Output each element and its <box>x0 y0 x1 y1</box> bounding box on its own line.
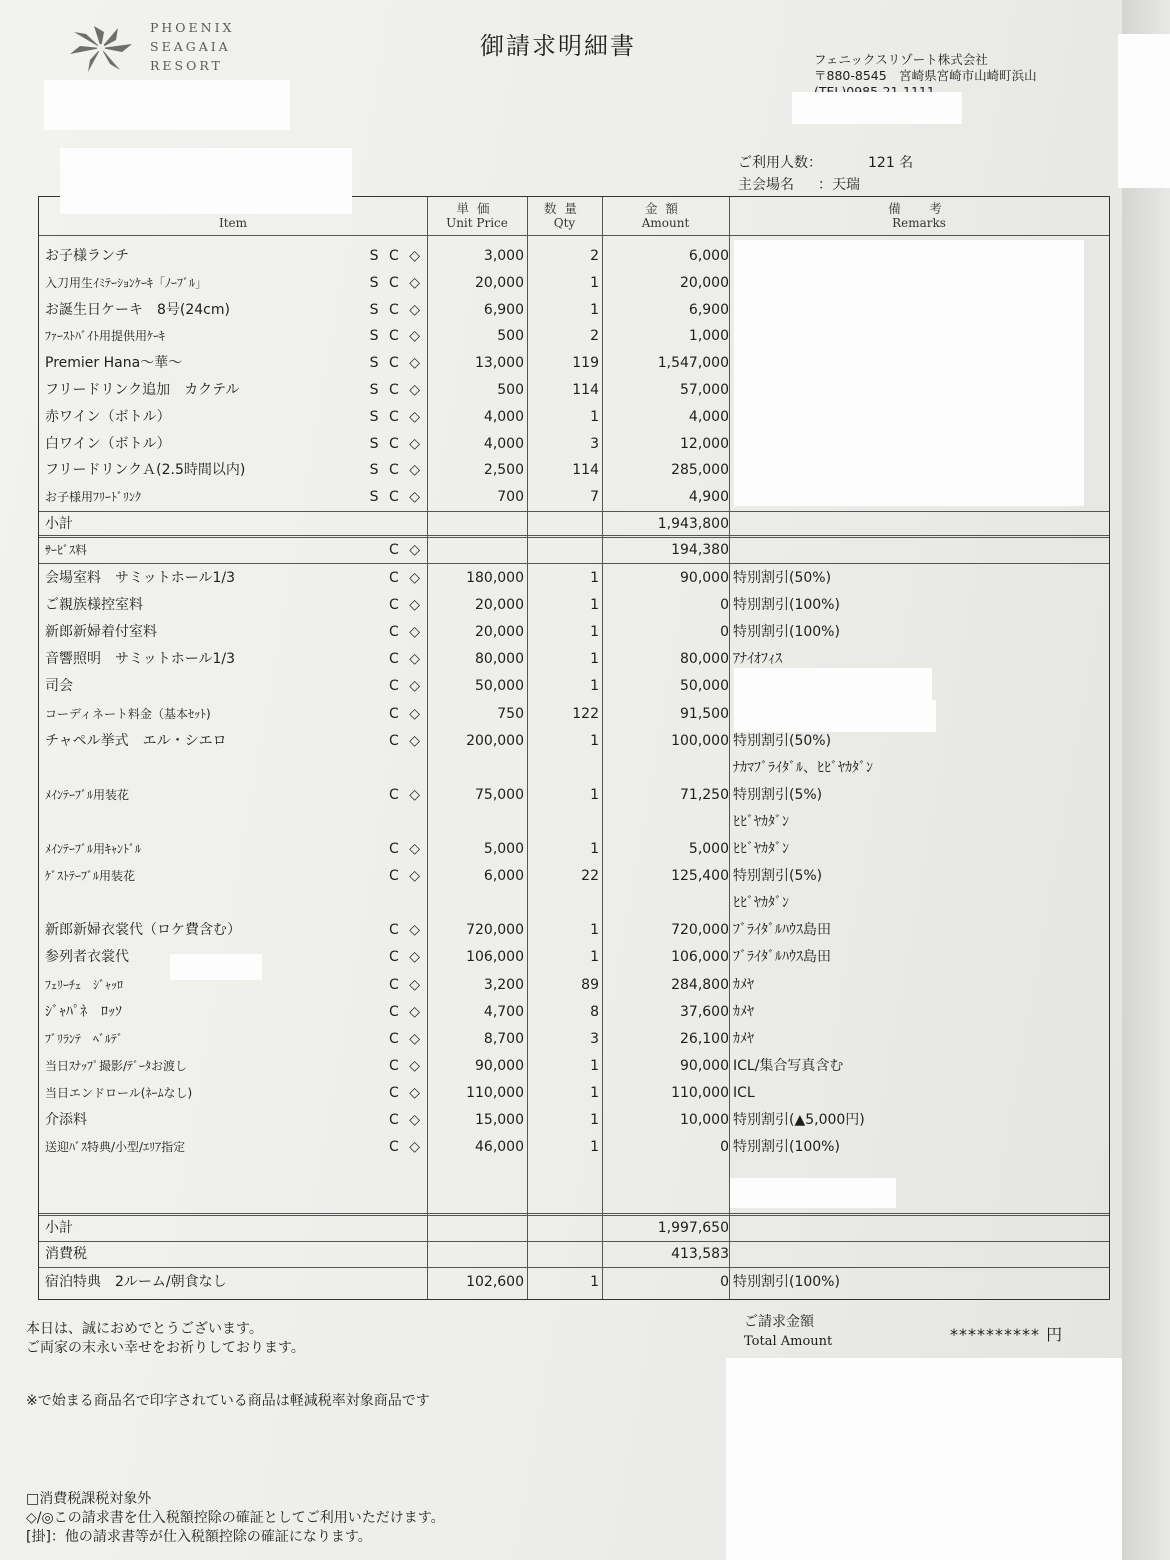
line-item-row <box>39 1053 1111 1079</box>
line-item-amount: 12,000 <box>680 435 729 452</box>
subtotal-amount: 1,943,800 <box>657 516 729 532</box>
line-item-unit-price: 20,000 <box>475 274 524 291</box>
line-item-name: ﾌﾞﾘﾗﾝﾃ ﾍﾞﾙﾃﾞ <box>45 1031 124 1046</box>
line-item-tax-code: C ◇ <box>389 597 423 614</box>
tax-legend-line-2: ◇/◎この請求書を仕入税額控除の確証としてご利用いただけます。 <box>26 1510 445 1526</box>
line-item-unit-price: 8,700 <box>483 1030 524 1047</box>
header-price-jp: 単価 <box>456 201 498 216</box>
line-item-name: 介添料 <box>45 1112 87 1128</box>
redaction-block <box>734 240 1084 506</box>
line-item-qty: 114 <box>572 382 599 398</box>
logo-line-2: SEAGAIA <box>150 39 231 54</box>
line-item-amount: 110,000 <box>671 1084 729 1101</box>
line-item-unit-price: 20,000 <box>475 597 524 614</box>
line-item-tax-code: S C ◇ <box>369 355 423 372</box>
resort-logo <box>66 18 266 78</box>
line-item-amount: 6,900 <box>688 301 729 318</box>
line-item-amount: 91,500 <box>680 705 729 722</box>
line-item-qty: 1 <box>590 1112 599 1128</box>
line-item-row <box>39 782 1111 808</box>
line-item-remarks: 特別割引(50%) <box>733 570 832 586</box>
line-item-qty: 2 <box>590 328 599 345</box>
line-item-row <box>39 863 1111 889</box>
tax-legend <box>26 1490 445 1547</box>
line-item-tax-code: C ◇ <box>389 1030 423 1047</box>
line-item-name: フリードリンク追加 カクテル <box>45 382 240 398</box>
header-amount-en: Amount <box>641 216 690 230</box>
line-item-tax-code: C ◇ <box>389 922 423 939</box>
redaction-block <box>730 1178 896 1208</box>
line-item-unit-price: 6,900 <box>483 301 524 318</box>
line-item-unit-price: 4,000 <box>483 435 524 452</box>
line-item-name: ﾌｪﾘｰﾁｪ ｼﾞｬｯﾛ <box>45 977 124 992</box>
line-item-qty: 1 <box>590 1084 599 1101</box>
event-meta <box>738 152 1028 196</box>
line-item-row <box>39 809 1111 835</box>
line-item-name: 当日エンドロール(ﾈｰﾑなし) <box>45 1085 193 1100</box>
line-item-amount: 90,000 <box>680 570 729 586</box>
flower-logo-icon <box>66 22 136 74</box>
line-item-row <box>39 1080 1111 1106</box>
line-item-unit-price: 110,000 <box>466 1084 524 1101</box>
redaction-block <box>1118 34 1170 188</box>
redaction-block <box>726 1358 1122 1560</box>
line-item-name: 新郎新婦着付室料 <box>45 624 157 641</box>
line-item-qty: 1 <box>590 408 599 425</box>
logo-line-3: RESORT <box>150 58 223 73</box>
line-item-tax-code: S C ◇ <box>369 248 423 264</box>
line-item-unit-price: 15,000 <box>475 1112 524 1128</box>
line-item-qty: 89 <box>581 976 599 993</box>
reduced-tax-note: ※で始まる商品名で印字されている商品は軽減税率対象商品です <box>26 1393 430 1409</box>
line-item-remarks: 特別割引(50%) <box>733 732 832 749</box>
line-item-qty: 1 <box>590 678 599 695</box>
line-item-remarks: 特別割引(100%) <box>733 1139 840 1156</box>
line-item-name: お誕生日ケーキ 8号(24cm) <box>45 301 230 318</box>
company-name: フェニックスリゾート株式会社 <box>814 52 988 67</box>
line-item-qty: 1 <box>590 732 599 749</box>
venue-label: 主会場名 <box>738 177 794 193</box>
line-item-unit-price: 75,000 <box>475 786 524 803</box>
venue-value: ：天瑞 <box>818 177 860 193</box>
line-item-unit-price: 90,000 <box>475 1057 524 1074</box>
line-item-amount: 26,100 <box>680 1030 729 1047</box>
line-item-name: 新郎新婦衣裳代（ロケ費含む） <box>45 922 241 939</box>
line-item-name: ﾒｲﾝﾃｰﾌﾞﾙ用ｷｬﾝﾄﾞﾙ <box>45 842 142 856</box>
line-item-qty: 1 <box>590 1057 599 1074</box>
line-item-remarks: ﾋﾋﾞﾔｶﾀﾞﾝ <box>733 895 789 912</box>
redaction-block <box>44 80 290 130</box>
subtotal-2-amount: 1,997,650 <box>657 1220 729 1236</box>
line-item-name: コーディネート料金（基本ｾｯﾄ) <box>45 706 211 721</box>
line-item-amount: 1,000 <box>688 328 729 345</box>
line-item-tax-code: S C ◇ <box>369 462 423 479</box>
header-price-en: Unit Price <box>446 216 508 230</box>
redaction-block <box>170 954 262 980</box>
header-unit-price <box>427 201 527 231</box>
line-item-qty: 1 <box>590 624 599 641</box>
line-item-remarks: ﾌﾞﾗｲﾀﾞﾙﾊｳｽ島田 <box>733 922 831 939</box>
line-item-name: 赤ワイン（ボトル） <box>45 408 171 425</box>
line-item-name: ご親族様控室料 <box>45 597 143 614</box>
line-item-row <box>39 890 1111 916</box>
line-item-row <box>39 755 1111 781</box>
lodging-amount: 0 <box>720 1274 729 1290</box>
company-address: 〒880-8545 宮崎県宮崎市山崎町浜山 <box>814 68 1037 83</box>
line-item-remarks: ｱﾅｲｵﾌｨｽ <box>733 651 782 668</box>
line-item-name: ｼﾞｬﾊﾟﾈ ﾛｯｿ <box>45 1003 122 1020</box>
total-amount-value: ********** 円 <box>950 1325 1064 1344</box>
line-item-remarks: 特別割引(100%) <box>733 624 840 641</box>
line-item-qty: 1 <box>590 301 599 318</box>
line-item-tax-code: S C ◇ <box>369 301 423 318</box>
line-item-unit-price: 750 <box>497 705 524 722</box>
greeting-line-1: 本日は、誠におめでとうございます。 <box>26 1321 263 1337</box>
line-item-name: ﾌｧｰｽﾄﾊﾞｲﾄ用提供用ｹｰｷ <box>45 329 166 344</box>
line-item-tax-code: C ◇ <box>389 949 423 966</box>
line-item-amount: 71,250 <box>680 786 729 803</box>
line-item-tax-code: S C ◇ <box>369 489 423 506</box>
lodging-qty: 1 <box>590 1274 599 1290</box>
line-item-tax-code: C ◇ <box>389 976 423 993</box>
line-item-name: Premier Hana～華～ <box>45 355 183 372</box>
line-item-tax-code: S C ◇ <box>369 435 423 452</box>
line-item-tax-code: S C ◇ <box>369 328 423 345</box>
line-item-remarks: ﾋﾋﾞﾔｶﾀﾞﾝ <box>733 813 789 830</box>
line-item-name: 司会 <box>45 678 73 695</box>
redaction-block <box>734 700 936 732</box>
line-item-unit-price: 180,000 <box>466 570 524 586</box>
line-item-remarks: ﾌﾞﾗｲﾀﾞﾙﾊｳｽ島田 <box>733 949 831 966</box>
line-item-row <box>39 1134 1111 1160</box>
line-item-amount: 20,000 <box>680 274 729 291</box>
redaction-block <box>792 92 962 124</box>
line-item-tax-code: C ◇ <box>389 678 423 695</box>
line-item-row <box>39 646 1111 672</box>
line-item-tax-code: C ◇ <box>389 732 423 749</box>
line-item-amount: 50,000 <box>680 678 729 695</box>
total-label-jp: ご請求金額 <box>744 1314 814 1330</box>
line-item-unit-price: 3,200 <box>483 976 524 993</box>
header-qty-jp: 数量 <box>543 201 585 216</box>
line-item-name: 白ワイン（ボトル） <box>45 435 171 452</box>
line-item-tax-code: C ◇ <box>389 1003 423 1020</box>
redaction-block <box>734 668 932 704</box>
line-item-remarks: 特別割引(5%) <box>733 868 823 885</box>
total-amount-label <box>744 1312 832 1352</box>
line-item-qty: 1 <box>590 597 599 614</box>
line-item-qty: 1 <box>590 949 599 966</box>
line-item-unit-price: 46,000 <box>475 1139 524 1156</box>
line-item-tax-code: C ◇ <box>389 786 423 803</box>
line-item-row <box>39 592 1111 618</box>
line-item-name: お子様ランチ <box>45 248 129 264</box>
line-item-amount: 80,000 <box>680 651 729 668</box>
line-item-unit-price: 2,500 <box>483 462 524 479</box>
line-item-remarks: ｶﾒﾔ <box>733 1030 754 1047</box>
line-item-remarks: ICL <box>733 1084 755 1101</box>
line-item-remarks: ｶﾒﾔ <box>733 1003 754 1020</box>
line-item-unit-price: 500 <box>497 382 524 398</box>
line-item-amount: 285,000 <box>671 462 729 479</box>
line-item-tax-code: C ◇ <box>389 1112 423 1128</box>
line-item-tax-code: C ◇ <box>389 868 423 885</box>
line-item-unit-price: 80,000 <box>475 651 524 668</box>
line-item-amount: 4,900 <box>688 489 729 506</box>
line-item-unit-price: 500 <box>497 328 524 345</box>
line-item-qty: 1 <box>590 1139 599 1156</box>
line-item-name: 当日ｽﾅｯﾌﾟ撮影/ﾃﾞｰﾀお渡し <box>45 1058 188 1073</box>
total-label-en: Total Amount <box>744 1334 833 1349</box>
line-item-qty: 1 <box>590 922 599 939</box>
line-item-qty: 22 <box>581 868 599 885</box>
line-item-amount: 106,000 <box>671 949 729 966</box>
line-item-qty: 2 <box>590 248 599 264</box>
lodging-row <box>39 1269 1111 1295</box>
subtotal-row-1 <box>39 511 1111 537</box>
line-item-row <box>39 836 1111 862</box>
line-item-tax-code: C ◇ <box>389 841 423 857</box>
line-item-remarks: 特別割引(100%) <box>733 597 840 614</box>
line-item-tax-code: C ◇ <box>389 1084 423 1101</box>
line-item-row <box>39 701 1111 727</box>
line-item-name: 送迎ﾊﾞｽ特典/小型/ｴﾘｱ指定 <box>45 1140 186 1155</box>
line-item-qty: 1 <box>590 651 599 668</box>
service-charge-tax-code: C ◇ <box>389 542 423 558</box>
line-item-row <box>39 1026 1111 1052</box>
line-item-amount: 0 <box>720 624 729 641</box>
line-item-amount: 0 <box>720 597 729 614</box>
line-item-qty: 114 <box>572 462 599 479</box>
line-item-name: お子様用ﾌﾘｰﾄﾞﾘﾝｸ <box>45 490 142 505</box>
line-item-qty: 119 <box>572 355 599 372</box>
line-item-unit-price: 50,000 <box>475 678 524 695</box>
line-item-unit-price: 106,000 <box>466 949 524 966</box>
service-charge-row <box>39 537 1111 563</box>
line-item-qty: 122 <box>572 705 599 722</box>
line-item-amount: 90,000 <box>680 1057 729 1074</box>
guests-label: ご利用人数： <box>738 155 822 171</box>
consumption-tax-amount: 413,583 <box>671 1246 729 1262</box>
line-item-unit-price: 4,000 <box>483 408 524 425</box>
greeting-line-2: ご両家の末永い幸せをお祈りしております。 <box>26 1340 305 1356</box>
greeting-block <box>26 1320 305 1358</box>
line-item-amount: 100,000 <box>671 732 729 749</box>
line-item-name: チャペル挙式 エル・シエロ <box>45 732 227 749</box>
consumption-tax-row <box>39 1241 1111 1267</box>
subtotal-2-label: 小計 <box>45 1220 73 1236</box>
line-item-unit-price: 3,000 <box>483 248 524 264</box>
line-item-tax-code: S C ◇ <box>369 382 423 398</box>
line-item-qty: 1 <box>590 786 599 803</box>
header-amount <box>602 201 729 231</box>
line-item-remarks: ｶﾒﾔ <box>733 976 754 993</box>
line-item-qty: 1 <box>590 570 599 586</box>
line-item-tax-code: C ◇ <box>389 624 423 641</box>
line-item-amount: 5,000 <box>688 841 729 857</box>
line-item-name: 参列者衣裳代 <box>45 949 129 966</box>
service-charge-amount: 194,380 <box>671 542 729 558</box>
header-remarks <box>729 201 1109 231</box>
line-item-qty: 3 <box>590 1030 599 1047</box>
line-item-unit-price: 5,000 <box>483 841 524 857</box>
line-item-name: ｹﾞｽﾄﾃｰﾌﾞﾙ用装花 <box>45 869 136 884</box>
line-item-qty: 1 <box>590 274 599 291</box>
header-qty <box>527 201 602 231</box>
line-item-unit-price: 20,000 <box>475 624 524 641</box>
line-item-name: ﾒｲﾝﾃｰﾌﾞﾙ用装花 <box>45 787 130 802</box>
line-item-tax-code: C ◇ <box>389 570 423 586</box>
service-charge-label: ｻｰﾋﾞｽ料 <box>45 543 88 557</box>
subtotal-label: 小計 <box>45 516 73 532</box>
line-item-remarks: ﾋﾋﾞﾔｶﾀﾞﾝ <box>733 841 789 857</box>
lodging-remarks: 特別割引(100%) <box>733 1274 840 1290</box>
line-item-tax-code: C ◇ <box>389 705 423 722</box>
header-qty-en: Qty <box>553 216 576 230</box>
guests-value: 121 名 <box>868 155 914 171</box>
redaction-block <box>60 148 352 214</box>
line-item-unit-price: 6,000 <box>483 868 524 885</box>
line-item-amount: 0 <box>720 1139 729 1156</box>
line-item-row <box>39 917 1111 943</box>
line-item-amount: 284,800 <box>671 976 729 993</box>
logo-line-1: PHOENIX <box>150 20 235 35</box>
line-item-unit-price: 720,000 <box>466 922 524 939</box>
line-item-row <box>39 999 1111 1025</box>
line-item-amount: 720,000 <box>671 922 729 939</box>
header-item-en: Item <box>218 216 248 230</box>
line-item-tax-code: C ◇ <box>389 651 423 668</box>
header-remarks-en: Remarks <box>892 216 946 230</box>
line-item-unit-price: 4,700 <box>483 1003 524 1020</box>
line-item-amount: 10,000 <box>680 1112 729 1128</box>
line-item-row <box>39 1107 1111 1133</box>
line-item-remarks: ICL/集合写真含む <box>733 1057 844 1074</box>
line-item-tax-code: S C ◇ <box>369 274 423 291</box>
line-item-amount: 37,600 <box>680 1003 729 1020</box>
line-item-amount: 125,400 <box>671 868 729 885</box>
line-item-qty: 8 <box>590 1003 599 1020</box>
line-item-remarks: 特別割引(5%) <box>733 786 823 803</box>
line-item-remarks: 特別割引(▲5,000円) <box>733 1112 865 1128</box>
header-remarks-jp: 備 考 <box>888 201 950 216</box>
line-item-unit-price: 200,000 <box>466 732 524 749</box>
line-item-row <box>39 673 1111 699</box>
line-item-row <box>39 728 1111 754</box>
line-item-tax-code: S C ◇ <box>369 408 423 425</box>
line-item-remarks: ﾅｶﾏﾌﾞﾗｲﾀﾞﾙ、ﾋﾋﾞﾔｶﾀﾞﾝ <box>733 759 873 776</box>
lodging-item: 宿泊特典 2ルーム/朝食なし <box>45 1274 227 1290</box>
line-item-amount: 6,000 <box>688 248 729 264</box>
line-item-name: 音響照明 サミットホール1/3 <box>45 651 235 668</box>
line-item-amount: 4,000 <box>688 408 729 425</box>
tax-legend-line-1: □消費税課税対象外 <box>26 1491 152 1507</box>
line-item-qty: 1 <box>590 841 599 857</box>
line-item-qty: 7 <box>590 489 599 506</box>
line-item-amount: 1,547,000 <box>657 355 729 372</box>
line-item-tax-code: C ◇ <box>389 1057 423 1074</box>
line-item-name: 入刀用生ｲﾐﾃｰｼｮﾝｹｰｷ「ﾉｰﾌﾞﾙ」 <box>45 275 208 290</box>
line-item-name: フリードリンクＡ(2.5時間以内) <box>45 462 246 479</box>
lodging-price: 102,600 <box>466 1274 524 1290</box>
document-title: 御請求明細書 <box>480 32 636 60</box>
line-item-qty: 3 <box>590 435 599 452</box>
line-item-row <box>39 619 1111 645</box>
line-item-amount: 57,000 <box>680 382 729 398</box>
line-item-tax-code: C ◇ <box>389 1139 423 1156</box>
line-item-name: 会場室料 サミットホール1/3 <box>45 570 235 586</box>
line-item-row <box>39 565 1111 591</box>
header-amount-jp: 金額 <box>644 201 686 216</box>
consumption-tax-label: 消費税 <box>45 1246 87 1262</box>
line-item-unit-price: 700 <box>497 489 524 506</box>
subtotal-row-2 <box>39 1215 1111 1241</box>
tax-legend-line-3: [掛]：他の請求書等が仕入税額控除の確証になります。 <box>26 1529 372 1545</box>
line-item-unit-price: 13,000 <box>475 355 524 372</box>
